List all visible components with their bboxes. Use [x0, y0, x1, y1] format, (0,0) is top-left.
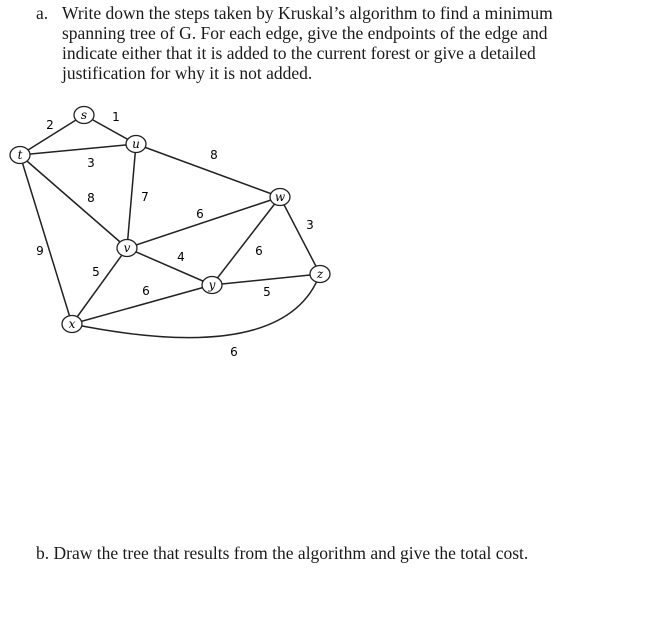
- edge-weight-t-u: 3: [87, 156, 95, 170]
- edge-y-z: [212, 274, 320, 285]
- question-a-line: Write down the steps taken by Kruskal’s algorithm to find a minimum: [62, 3, 553, 23]
- edge-weight-u-w: 8: [210, 148, 218, 162]
- graph-figure: [0, 95, 360, 375]
- node-x: [62, 316, 82, 333]
- edge-weight-y-z: 5: [263, 285, 271, 299]
- edge-w-z: [280, 197, 320, 274]
- node-label-u: u: [132, 137, 140, 151]
- edge-v-x: [72, 248, 127, 324]
- node-v: [117, 240, 137, 257]
- question-a: [36, 3, 636, 83]
- edge-weight-t-v: 8: [87, 191, 95, 205]
- question-a-line: indicate either that it is added to the current forest or give a detailed: [62, 43, 536, 63]
- edge-weight-u-v: 7: [141, 190, 149, 204]
- question-a-text: [62, 3, 636, 83]
- question-a-line: spanning tree of G. For each edge, give the endpoints of the edge and: [62, 23, 548, 43]
- node-t: [10, 147, 30, 164]
- node-u: [126, 136, 146, 153]
- question-b-marker: b.: [36, 543, 50, 563]
- edge-u-w: [136, 144, 280, 197]
- edge-weight-v-x: 5: [92, 265, 100, 279]
- node-label-z: z: [316, 267, 324, 281]
- edge-weight-s-u: 1: [112, 110, 120, 124]
- node-z: [310, 266, 330, 283]
- question-b: [36, 543, 528, 563]
- edge-x-z: [72, 274, 320, 338]
- node-label-x: x: [68, 317, 76, 331]
- edge-t-x: [20, 155, 72, 324]
- node-label-t: t: [17, 148, 23, 162]
- edge-u-v: [127, 144, 136, 248]
- edge-v-w: [127, 197, 280, 248]
- question-b-text: Draw the tree that results from the algorithm and give the total cost.: [53, 543, 529, 563]
- edge-weight-y-w: 6: [255, 244, 263, 258]
- node-w: [270, 189, 290, 206]
- node-label-s: s: [80, 108, 88, 122]
- node-y: [202, 277, 222, 294]
- edge-weight-t-s: 2: [46, 118, 54, 132]
- node-s: [74, 107, 94, 124]
- edge-weight-x-z: 6: [230, 345, 238, 359]
- edge-weight-v-w: 6: [196, 207, 204, 221]
- question-a-line: justification for why it is not added.: [62, 63, 313, 83]
- edge-weight-v-y: 4: [177, 250, 185, 264]
- edge-v-y: [127, 248, 212, 285]
- edge-t-v: [20, 155, 127, 248]
- edge-weight-w-z: 3: [306, 218, 314, 232]
- question-a-marker: a.: [36, 3, 49, 23]
- node-label-y: y: [208, 278, 216, 292]
- node-label-w: w: [274, 190, 286, 204]
- edge-y-w: [212, 197, 280, 285]
- edge-weight-t-x: 9: [36, 244, 44, 258]
- edge-weight-x-y: 6: [142, 284, 150, 298]
- edge-t-u: [20, 144, 136, 155]
- node-label-v: v: [123, 241, 131, 255]
